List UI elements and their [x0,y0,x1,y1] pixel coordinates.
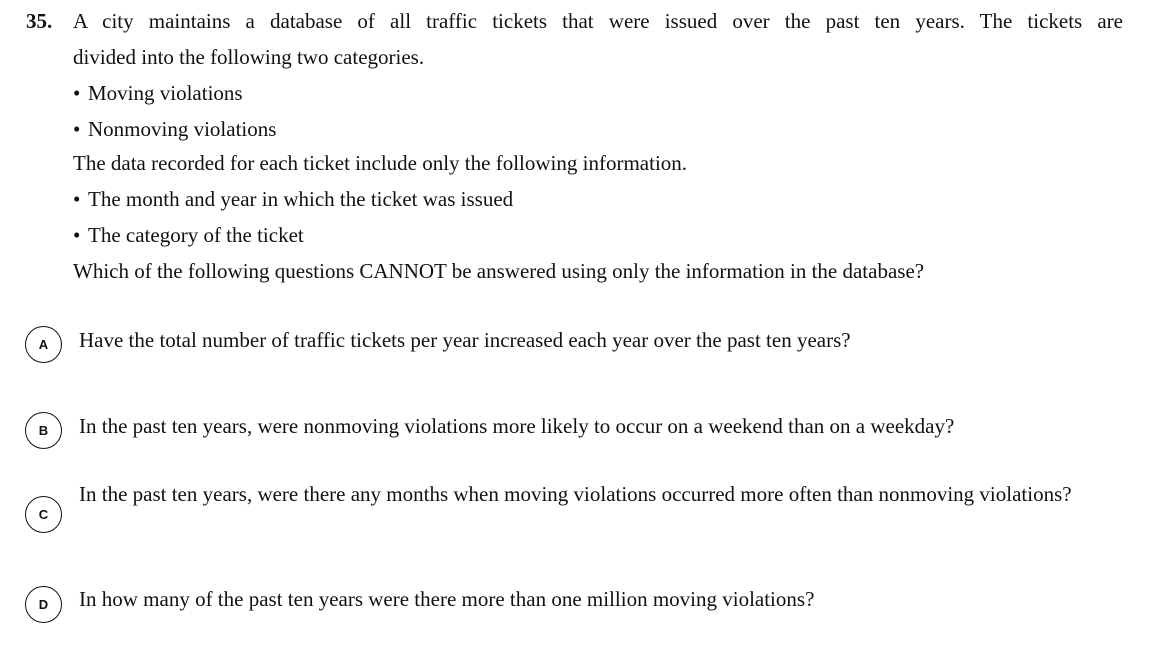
choice-b-text[interactable]: In the past ten years, were nonmoving violations more likely to occur on a weekend than on a weekday? [79,414,955,438]
data-item-label: The category of the ticket [88,223,304,247]
choice-b-radio[interactable]: B [25,412,62,449]
category-list-item [73,80,243,106]
question-number: 35. [26,9,53,33]
choice-d-radio[interactable]: D [25,586,62,623]
choice-c-radio[interactable]: C [25,496,62,533]
choice-d-text[interactable]: In how many of the past ten years were there more than one million moving violations? [79,587,815,611]
question-prompt: Which of the following questions CANNOT be answered using only the information in the database? [73,259,925,283]
category-list-item [73,116,276,142]
choice-a-text[interactable]: Have the total number of traffic tickets per year increased each year over the past ten years? [79,328,851,352]
category-label: Nonmoving violations [88,117,277,141]
bullet-glyph: • [73,187,81,211]
data-list-item [73,222,304,248]
question-stem-continued: divided into the following two categories. [73,45,425,69]
choice-c-text[interactable]: In the past ten years, were there any months when moving violations occurred more often than nonmoving violations? [79,482,1072,506]
data-intro-text: The data recorded for each ticket include only the following information. [73,151,688,175]
category-label: Moving violations [88,81,243,105]
bullet-glyph: • [73,81,81,105]
question-stem: A city maintains a database of all traffic tickets that were issued over the past ten years. The tickets are [73,9,1123,33]
bullet-glyph: • [73,117,81,141]
data-item-label: The month and year in which the ticket was issued [88,187,514,211]
choice-a-radio[interactable]: A [25,326,62,363]
data-list-item [73,186,513,212]
bullet-glyph: • [73,223,81,247]
